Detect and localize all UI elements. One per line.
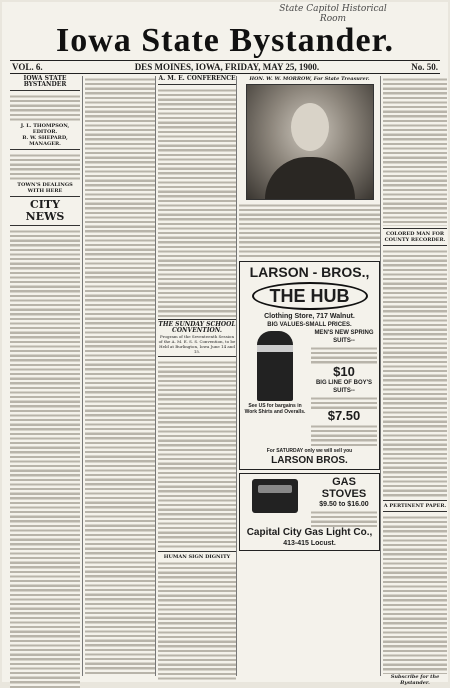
morrow-heading: HON. W. W. MORROW, For State Treasurer.	[249, 76, 370, 82]
pertinent-paper-heading: A PERTINENT PAPER.	[383, 503, 447, 509]
issue-number: No. 50.	[411, 62, 438, 72]
paper-name-heading: IOWA STATE BYSTANDER	[23, 75, 67, 88]
convention-heading: THE SUNDAY SCHOOL CONVENTION.	[158, 321, 236, 334]
sign-dignity-heading: HUMAN SIGN DIGNITY	[163, 554, 231, 560]
sign-text	[158, 560, 236, 680]
morrow-text	[239, 202, 380, 258]
suits-price: $10	[333, 364, 355, 379]
dateline-text: DES MOINES, IOWA, FRIDAY, MAY 25, 1900.	[134, 62, 320, 72]
gas-company: Capital City Gas Light Co.,	[246, 527, 373, 538]
article-text	[85, 76, 155, 676]
volume-label: VOL. 6.	[12, 62, 43, 72]
hub-tagline: BIG VALUES-SMALL PRICES.	[267, 322, 352, 328]
portrait-image	[246, 84, 374, 200]
handwritten-note: State Capitol Historical Room	[279, 4, 387, 24]
work-shirts-line: See US for bargains in Work Shirts and Overalls.	[244, 403, 306, 415]
hub-address: Clothing Store, 717 Walnut.	[264, 313, 355, 320]
boys-price: $7.50	[327, 408, 361, 423]
gas-stove-illustration	[252, 479, 298, 513]
boys-heading: BIG LINE OF BOY'S SUITS--	[315, 380, 373, 394]
city-news-heading: CITY NEWS	[25, 198, 65, 223]
gas-stoves-price: $9.50 to $16.00	[319, 501, 369, 508]
manager-line: B. W. SHEPARD, MANAGER.	[22, 135, 68, 147]
recorder-heading: COLORED MAN FOR COUNTY RECORDER.	[384, 231, 446, 243]
hub-advertisement	[239, 261, 380, 470]
column-3	[155, 76, 236, 676]
man-illustration	[257, 331, 293, 401]
column-area	[10, 75, 447, 686]
larson-footer: LARSON BROS.	[271, 455, 348, 466]
recorder-text	[383, 248, 447, 498]
editor-line: J. L. THOMPSON, EDITOR.	[20, 123, 70, 135]
hub-logo: THE HUB	[252, 282, 368, 310]
saturday-line: For SATURDAY only we will sell you	[266, 448, 353, 454]
notice-line: TOWN'S DEALINGS WITH HERE	[17, 182, 73, 194]
conference-heading: A. M. E. CONFERENCE	[158, 75, 236, 82]
column-4	[236, 76, 380, 676]
text-block	[10, 152, 80, 182]
subscribe-footer: Subscribe for the Bystander.	[390, 674, 440, 686]
newspaper-page	[2, 2, 448, 686]
program-text	[158, 359, 236, 549]
pertinent-paper-text	[383, 514, 447, 674]
column-5	[380, 76, 447, 686]
column-1	[10, 76, 80, 676]
article-text	[383, 76, 447, 226]
gas-stoves-title: GAS STOVES	[321, 476, 367, 500]
column-2	[82, 76, 155, 676]
gas-stove-advertisement	[239, 473, 380, 551]
conference-text	[158, 87, 236, 317]
city-news-text	[10, 228, 80, 688]
suits-heading: MEN'S NEW SPRING SUITS--	[314, 330, 374, 344]
convention-subheading: Program of the Seventeenth Session of the A. M. E. S. S. Convention, to be Held at Burlington, Iowa June 14 and 15.	[158, 334, 236, 354]
larson-title: LARSON - BROS.,	[249, 264, 370, 280]
text-block	[10, 93, 80, 123]
masthead-title: Iowa State Bystander.	[55, 22, 395, 59]
dateline-bar	[10, 60, 440, 74]
gas-address: 413-415 Locust.	[283, 540, 336, 547]
